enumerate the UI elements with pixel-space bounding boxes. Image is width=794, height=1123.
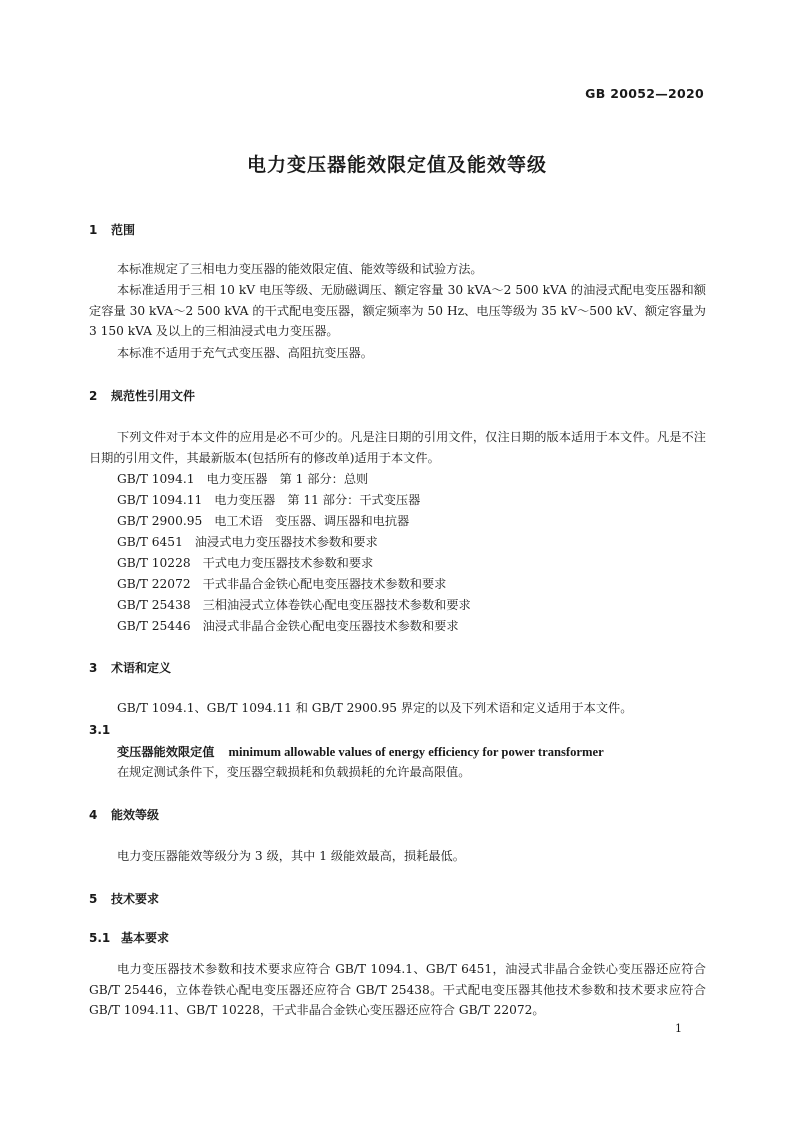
reference-code: GB/T 1094.1 — [117, 472, 195, 486]
reference-item — [117, 575, 446, 592]
section-title: 规范性引用文件 — [111, 389, 196, 403]
subsection-number: 5.1 — [89, 931, 111, 945]
term-chinese: 变压器能效限定值 — [117, 745, 215, 759]
reference-item — [117, 470, 368, 487]
reference-name: 电力变压器 第 11 部分：干式变压器 — [214, 493, 421, 507]
page-title: 电力变压器能效限定值及能效等级 — [246, 154, 547, 176]
reference-item — [117, 596, 471, 613]
section-3-paragraph-1: GB/T 1094.1、GB/T 1094.11 和 GB/T 2900.95 界定的以及下列术语和定义适用于本文件。 — [117, 701, 633, 715]
reference-name: 干式电力变压器技术参数和要求 — [202, 556, 374, 570]
subsection-title: 基本要求 — [121, 931, 170, 945]
section-1-heading — [89, 221, 135, 238]
section-5-paragraph-1: 电力变压器技术参数和技术要求应符合 GB/T 1094.1、GB/T 6451，油浸式非晶合金铁心变压器还应符合 GB/T 25446，立体卷铁心配电变压器还应符合 GB/T 25438。干式配电变压器其他技术参数和技术要求应符合 GB/T 1094.11、GB/T 10228，干式非晶合金铁心变压器还应符合 GB/T 22072。 — [89, 962, 706, 1018]
section-number: 2 — [89, 389, 98, 403]
section-title: 技术要求 — [111, 892, 160, 906]
reference-code: GB/T 2900.95 — [117, 514, 203, 528]
reference-name: 油浸式非晶合金铁心配电变压器技术参数和要求 — [202, 619, 459, 633]
reference-item — [117, 533, 378, 550]
section-number: 4 — [89, 808, 98, 822]
section-1-paragraph-1: 本标准规定了三相电力变压器的能效限定值、能效等级和试验方法。 — [117, 262, 483, 276]
section-1-paragraph-2: 本标准适用于三相 10 kV 电压等级、无励磁调压、额定容量 30 kVA～2 500 kVA 的油浸式配电变压器和额定容量 30 kVA～2 500 kVA 的干式配电变压器，额定频率为 50 Hz、电压等级为 35 kV～500 kV、额定容量为 3 150 kVA 及以上的三相油浸式电力变压器。 — [89, 283, 706, 339]
reference-code: GB/T 25438 — [117, 598, 191, 612]
section-2-paragraph-1: 下列文件对于本文件的应用是必不可少的。凡是注日期的引用文件，仅注日期的版本适用于本文件。凡是不注日期的引用文件，其最新版本(包括所有的修改单)适用于本文件。 — [89, 430, 706, 465]
reference-item — [117, 617, 459, 634]
standard-number: GB 20052—2020 — [585, 86, 704, 101]
section-2-heading — [89, 387, 195, 404]
reference-name: 三相油浸式立体卷铁心配电变压器技术参数和要求 — [202, 598, 471, 612]
reference-name: 电工术语 变压器、调压器和电抗器 — [214, 514, 410, 528]
subsection-5-1-heading — [89, 929, 169, 946]
reference-code: GB/T 1094.11 — [117, 493, 203, 507]
section-5-heading — [89, 890, 159, 907]
clause-number: 3.1 — [89, 723, 111, 737]
term-definition: 在规定测试条件下，变压器空载损耗和负载损耗的允许最高限值。 — [117, 765, 471, 779]
reference-code: GB/T 25446 — [117, 619, 191, 633]
term-english: minimum allowable values of energy efficiency for power transformer — [228, 745, 604, 759]
section-title: 能效等级 — [111, 808, 160, 822]
reference-name: 干式非晶合金铁心配电变压器技术参数和要求 — [202, 577, 447, 591]
reference-item — [117, 554, 373, 571]
section-title: 术语和定义 — [111, 661, 172, 675]
reference-code: GB/T 22072 — [117, 577, 191, 591]
reference-name: 电力变压器 第 1 部分：总则 — [206, 472, 369, 486]
reference-item — [117, 491, 420, 508]
section-4-paragraph-1: 电力变压器能效等级分为 3 级，其中 1 级能效最高，损耗最低。 — [117, 849, 465, 863]
reference-name: 油浸式电力变压器技术参数和要求 — [194, 535, 378, 549]
page-number: 1 — [675, 1022, 682, 1035]
reference-code: GB/T 6451 — [117, 535, 183, 549]
term-entry — [117, 743, 604, 760]
section-number: 3 — [89, 661, 98, 675]
section-1-paragraph-3: 本标准不适用于充气式变压器、高阻抗变压器。 — [117, 346, 373, 360]
section-number: 5 — [89, 892, 98, 906]
section-4-heading — [89, 806, 159, 823]
reference-code: GB/T 10228 — [117, 556, 191, 570]
section-number: 1 — [89, 223, 98, 237]
section-3-heading — [89, 659, 171, 676]
section-title: 范围 — [111, 223, 136, 237]
reference-item — [117, 512, 409, 529]
